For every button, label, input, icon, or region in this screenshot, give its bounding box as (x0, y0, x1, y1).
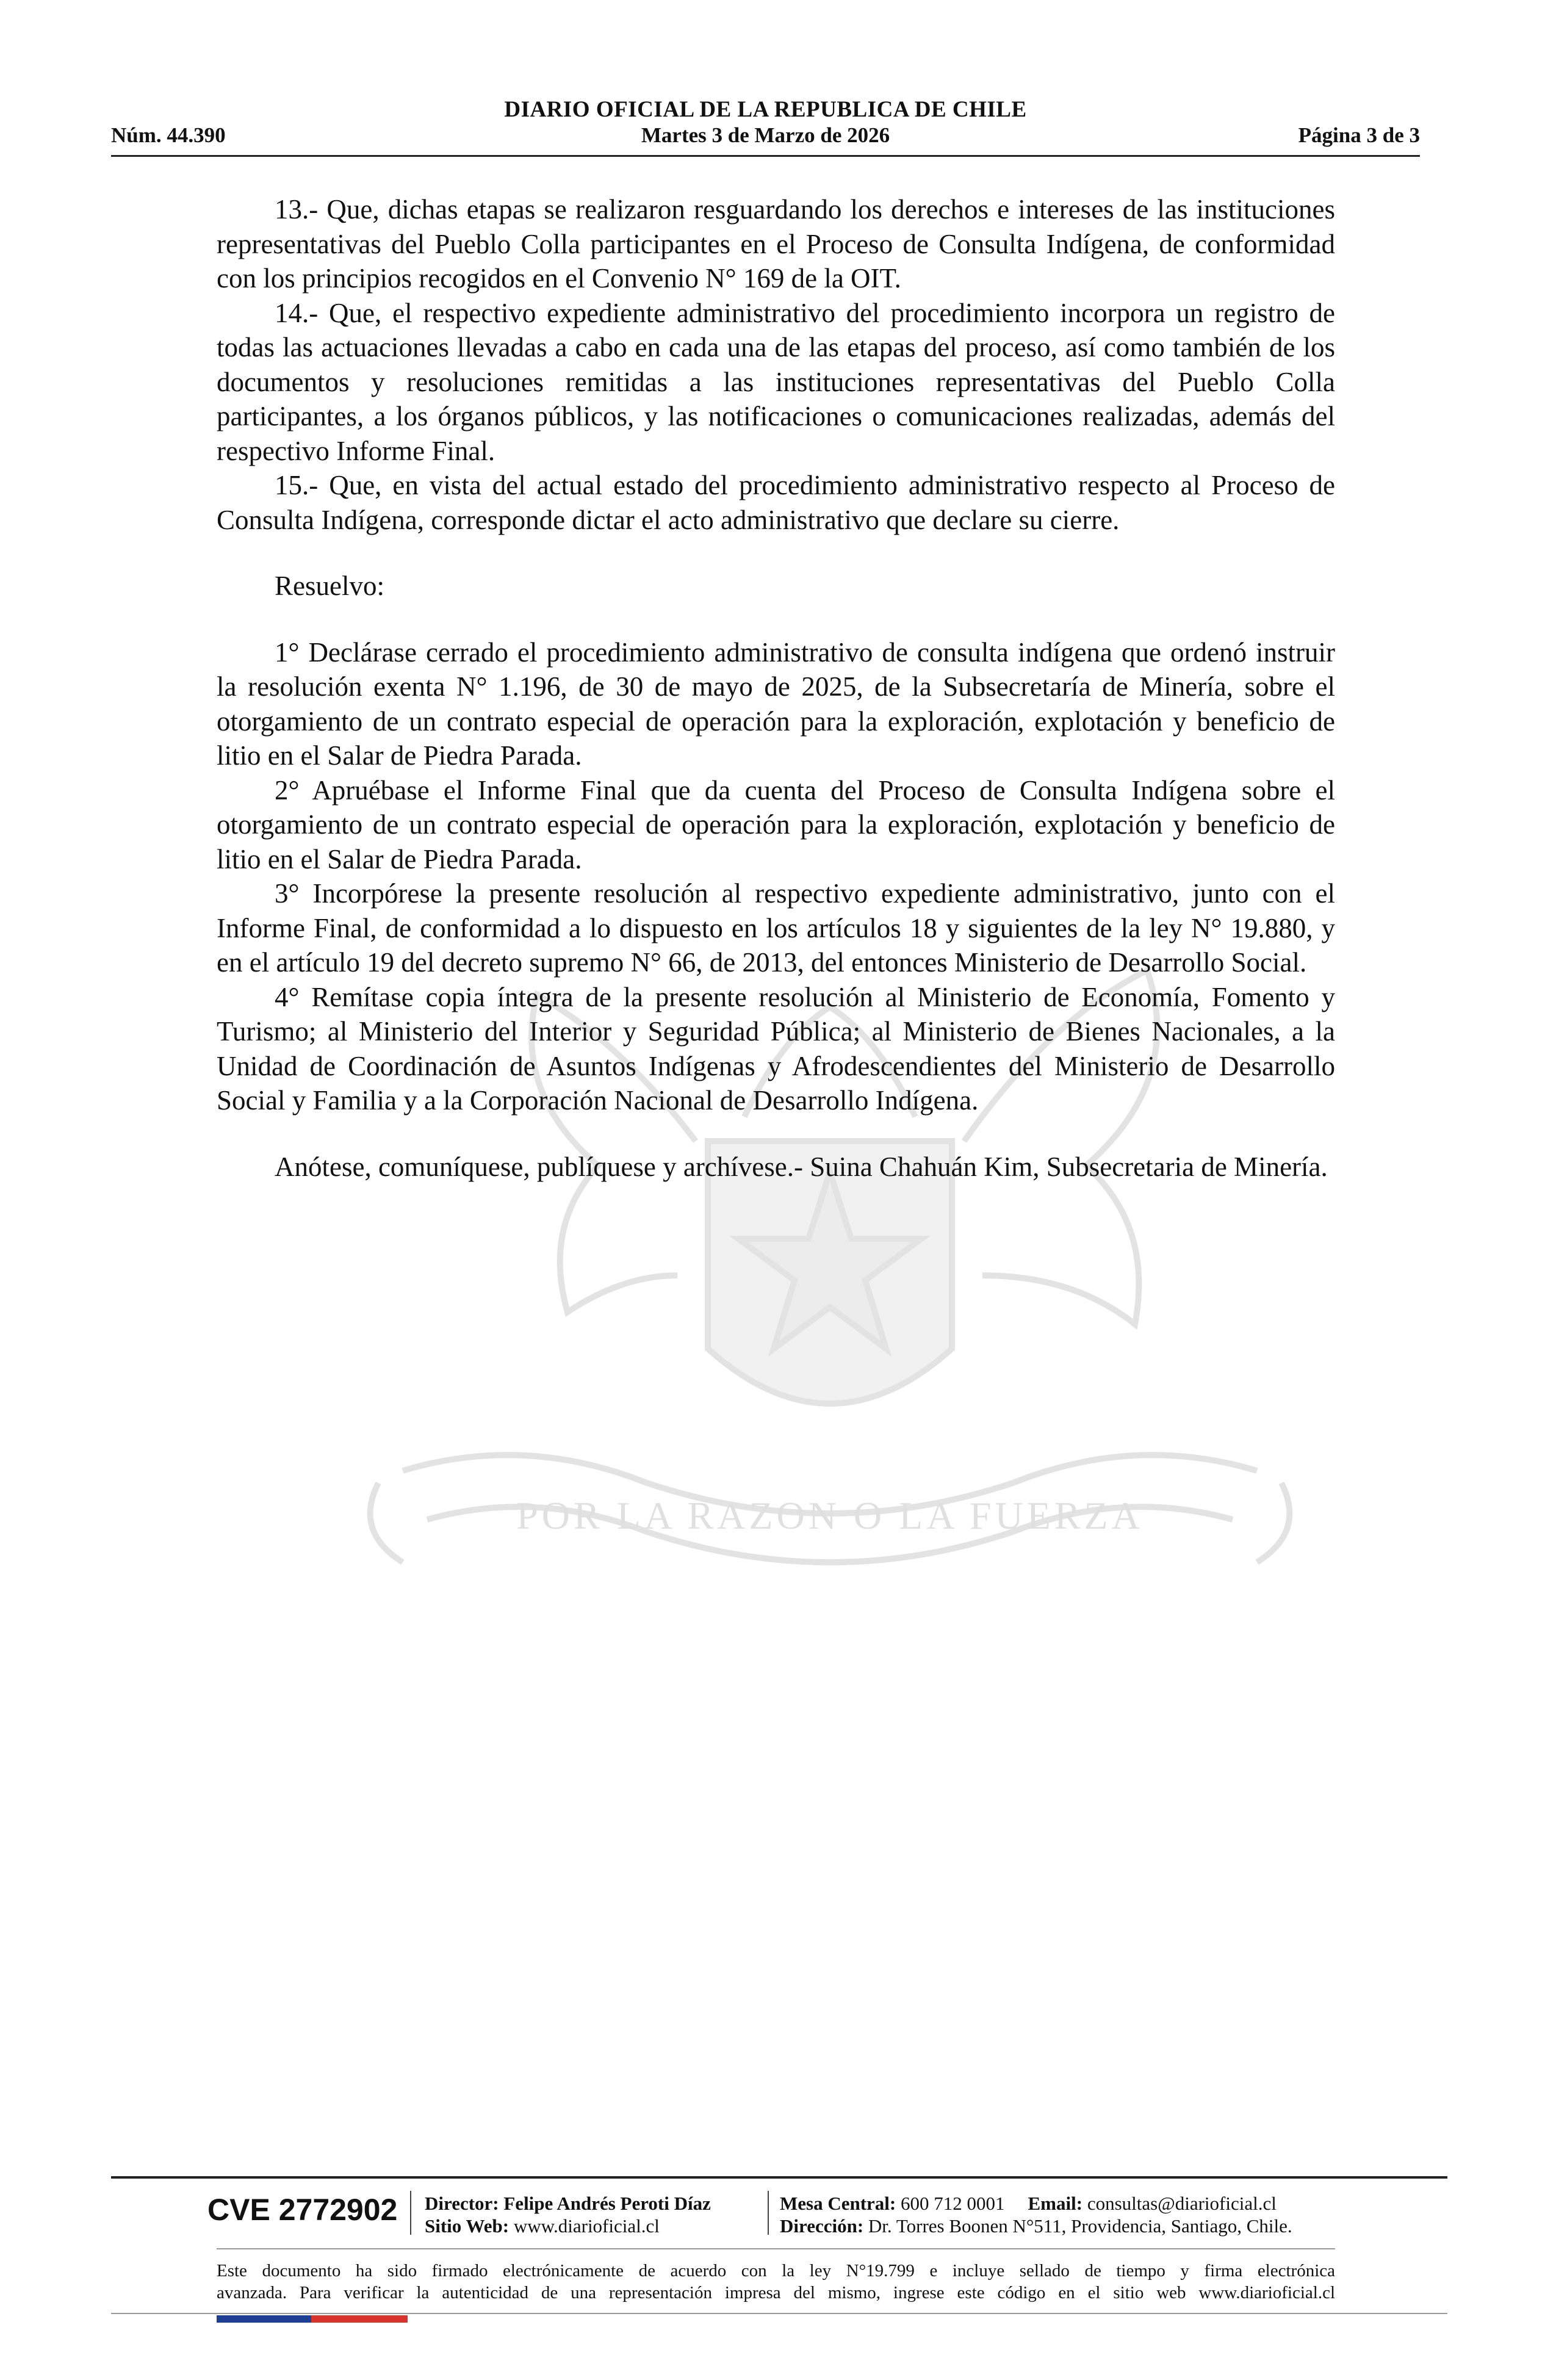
director-label: Director: (425, 2193, 499, 2214)
footer-inner-divider (217, 2248, 1335, 2249)
phone-label: Mesa Central: (780, 2193, 896, 2214)
cve-code: CVE 2772902 (207, 2193, 398, 2227)
legal-notice (217, 2260, 1335, 2304)
email-label: Email: (1028, 2193, 1083, 2214)
footer-separator (410, 2191, 411, 2235)
publication-title: DIARIO OFICIAL DE LA REPUBLICA DE CHILE (504, 97, 1027, 122)
paragraph-13: 13.- Que, dichas etapas se realizaron resguardando los derechos e intereses de las instituciones representativas del Pueblo Colla participantes en el Proceso de Consulta Indígena, de conformidad con los principios recogidos en el Convenio N° 169 de la OIT. (217, 194, 1335, 294)
watermark-motto: POR LA RAZON O LA FUERZA (516, 1494, 1144, 1537)
footer-director-block (425, 2192, 711, 2237)
phone-number: 600 712 0001 (901, 2193, 1005, 2214)
closing-signature: Anótese, comuníquese, publíquese y archívese.- Suina Chahuán Kim, Subsecretaria de Minería. (275, 1151, 1328, 1182)
resolution-item-3: 3° Incorpórese la presente resolución al respectivo expediente administrativo, junto con el Informe Final, de conformidad a lo dispuesto en los artículos 18 y siguientes de la ley N° 19.880, y en el artículo 19 del decreto supremo N° 66, de 2013, del entonces Ministerio de Desarrollo Social. (217, 878, 1335, 978)
page-indicator: Página 3 de 3 (1298, 123, 1420, 147)
resolution-item-1: 1° Declárase cerrado el procedimiento administrativo de consulta indígena que ordenó instruir la resolución exenta N° 1.196, de 30 de mayo de 2025, de la Subsecretaría de Minería, sobre el otorgamiento de un contrato especial de operación para la exploración, explotación y beneficio de litio en el Salar de Piedra Parada. (217, 636, 1335, 771)
footer-bottom-divider (111, 2313, 1447, 2314)
director-name: Felipe Andrés Peroti Díaz (503, 2193, 711, 2214)
document-body (217, 192, 1335, 1184)
paragraph-15: 15.- Que, en vista del actual estado del procedimiento administrativo respecto al Proceso de Consulta Indígena, corresponde dictar el acto administrativo que declare su cierre. (217, 470, 1335, 535)
header-divider (111, 155, 1420, 157)
footer-separator (768, 2191, 769, 2235)
footer-divider (111, 2176, 1447, 2179)
email-link[interactable]: consultas@diarioficial.cl (1087, 2193, 1277, 2214)
paragraph-14: 14.- Que, el respectivo expediente administrativo del procedimiento incorpora un registro de todas las actuaciones llevadas a cabo en cada una de las etapas del proceso, así como también de los documentos y resoluciones remitidas a las instituciones representativas del Pueblo Colla participantes, a los órganos públicos, y las notificaciones o comunicaciones realizadas, además del respectivo Informe Final. (217, 297, 1335, 466)
website-link[interactable]: www.diarioficial.cl (513, 2215, 660, 2237)
page-header (111, 92, 1420, 159)
issue-date: Martes 3 de Marzo de 2026 (641, 123, 890, 147)
resolution-item-4: 4° Remítase copia íntegra de la presente resolución al Ministerio de Economía, Fomento y Turismo; al Ministerio del Interior y Seguridad Pública; al Ministerio de Bienes Nacionales, a la Unidad de Coordinación de Asuntos Indígenas y Afrodescendientes del Ministerio de Desarrollo Social y Familia y a la Corporación Nacional de Desarrollo Indígena. (217, 981, 1335, 1116)
resolution-item-2: 2° Apruébase el Informe Final que da cuenta del Proceso de Consulta Indígena sobre el otorgamiento de un contrato especial de operación para la exploración, explotación y beneficio de litio en el Salar de Piedra Parada. (217, 774, 1335, 874)
flag-stripe-blue (217, 2315, 311, 2323)
issue-number: Núm. 44.390 (111, 123, 226, 147)
website-label: Sitio Web: (425, 2215, 510, 2237)
address-text: Dr. Torres Boonen N°511, Providencia, Santiago, Chile. (868, 2215, 1292, 2237)
flag-stripe-red (311, 2315, 408, 2323)
resolution-heading: Resuelvo: (275, 571, 384, 601)
legal-line: avanzada. Para verificar la autenticidad de una representación impresa del mismo, ingrese este código en el sitio web www.diarioficial.cl (217, 2283, 1335, 2302)
legal-line: Este documento ha sido firmado electrónicamente de acuerdo con la ley N°19.799 e incluye sellado de tiempo y firma electrónica (217, 2261, 1335, 2281)
footer-contact-block (780, 2192, 1292, 2237)
address-label: Dirección: (780, 2215, 864, 2237)
